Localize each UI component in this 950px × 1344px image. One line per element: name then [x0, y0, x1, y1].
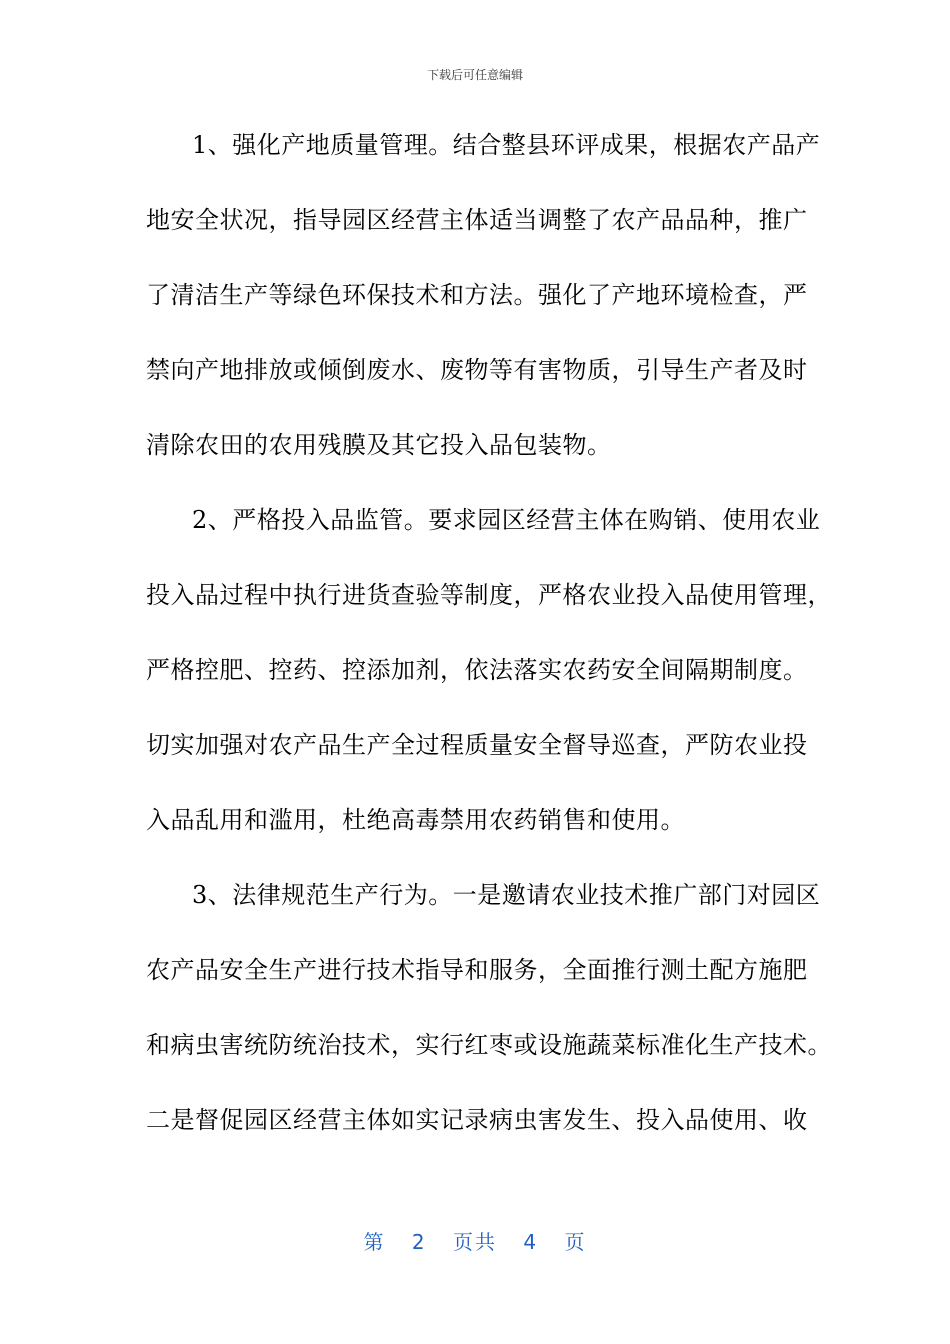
- page-suffix: 页: [564, 1230, 587, 1254]
- paragraph-1-line-5: 清除农田的农用残膜及其它投入品包装物。: [146, 431, 612, 459]
- paragraph-1-line-4: 禁向产地排放或倾倒废水、废物等有害物质，引导生产者及时: [146, 356, 808, 384]
- paragraph-2-line-1: 2、严格投入品监管。要求园区经营主体在购销、使用农业: [192, 506, 821, 534]
- page-number-footer: [0, 1226, 950, 1255]
- paragraph-1-line-1: 1、强化产地质量管理。结合整县环评成果，根据农产品产: [192, 131, 821, 159]
- document-body: [146, 108, 832, 1158]
- total-page-number: 4: [523, 1230, 539, 1254]
- paragraph-1-line-2: 地安全状况，指导园区经营主体适当调整了农产品品种，推广: [146, 206, 808, 234]
- page-middle: 页共: [453, 1230, 497, 1254]
- paragraph-2-line-4: 切实加强对农产品生产全过程质量安全督导巡查，严防农业投: [146, 731, 808, 759]
- paragraph-2-line-3: 严格控肥、控药、控添加剂，依法落实农药安全间隔期制度。: [146, 656, 808, 684]
- paragraph-3-line-1: 3、法律规范生产行为。一是邀请农业技术推广部门对园区: [192, 881, 821, 909]
- page-prefix: 第: [363, 1230, 386, 1254]
- paragraph-1-line-3: 了清洁生产等绿色环保技术和方法。强化了产地环境检查，严: [146, 281, 808, 309]
- paragraph-3-line-3: 和病虫害统防统治技术，实行红枣或设施蔬菜标准化生产技术。: [146, 1031, 832, 1059]
- current-page-number: 2: [411, 1230, 427, 1254]
- paragraph-2-line-5: 入品乱用和滥用，杜绝高毒禁用农药销售和使用。: [146, 806, 685, 834]
- paragraph-2-line-2: 投入品过程中执行进货查验等制度，严格农业投入品使用管理，: [146, 581, 832, 609]
- header-note: 下载后可任意编辑: [426, 68, 523, 82]
- paragraph-3-line-4: 二是督促园区经营主体如实记录病虫害发生、投入品使用、收: [146, 1106, 808, 1134]
- paragraph-3-line-2: 农产品安全生产进行技术指导和服务，全面推行测土配方施肥: [146, 956, 808, 984]
